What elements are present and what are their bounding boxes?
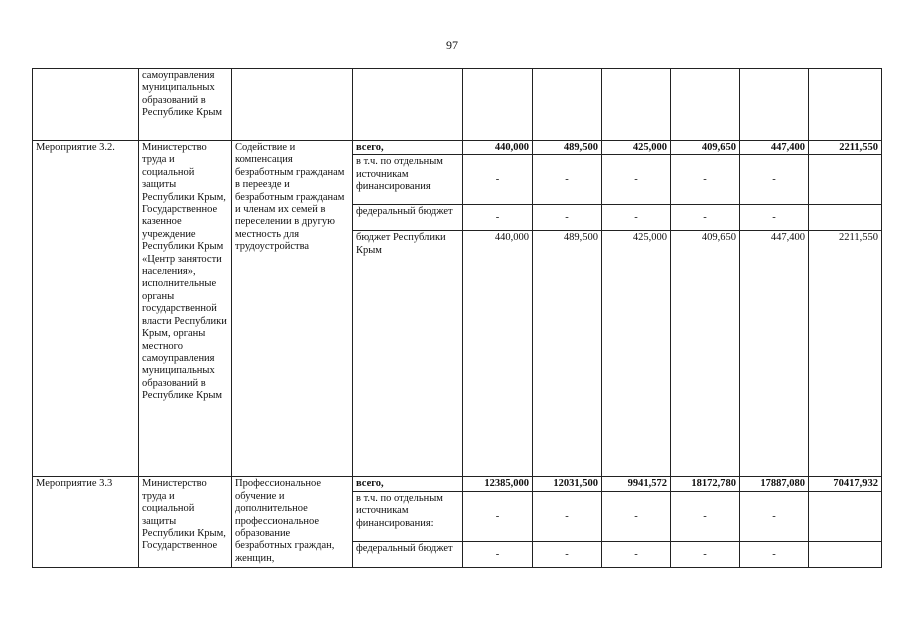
value-cell: - <box>602 541 671 567</box>
value-cell: - <box>463 155 533 205</box>
value-cell: - <box>740 155 809 205</box>
value-cell <box>809 541 882 567</box>
value-cell: 447,400 <box>740 141 809 155</box>
value-cell: 489,500 <box>533 141 602 155</box>
value-cell: 447,400 <box>740 231 809 477</box>
table-row <box>33 477 882 491</box>
executor-cell: самоуправления муниципальных образований в Республике Крым <box>139 69 232 141</box>
source-cell: всего, <box>353 141 463 155</box>
value-cell: - <box>533 155 602 205</box>
value-cell: - <box>463 541 533 567</box>
value-cell: 489,500 <box>533 231 602 477</box>
value-cell: 2211,550 <box>809 141 882 155</box>
page-number: 97 <box>446 38 458 52</box>
value-cell: 425,000 <box>602 141 671 155</box>
value-cell: 2211,550 <box>809 231 882 477</box>
description-cell <box>232 69 353 141</box>
source-cell: бюджет Республики Крым <box>353 231 463 477</box>
value-cell: - <box>671 205 740 231</box>
value-cell: 12031,500 <box>533 477 602 491</box>
event-cell: Мероприятие 3.2. <box>33 141 139 477</box>
value-cell: - <box>533 491 602 541</box>
value-cell: 12385,000 <box>463 477 533 491</box>
description-cell: Содействие и компенсация безработным гражданам в переезде и безработным гражданам и членам их семей в переселении в другую местность для трудоустройства <box>232 141 353 477</box>
value-cell: - <box>602 491 671 541</box>
value-cell: 440,000 <box>463 141 533 155</box>
event-cell: Мероприятие 3.3 <box>33 477 139 567</box>
value-cell: - <box>533 541 602 567</box>
table-row <box>33 69 882 141</box>
source-cell: в т.ч. по отдельным источникам финансирования <box>353 155 463 205</box>
executor-cell: Министерство труда и социальной защиты Республики Крым, Государственное казенное учреждение Республики Крым «Центр занятости населения», исполнительные органы государственной власти Республики Крым, органы местного самоуправления муниципальных образований в Республике Крым <box>139 141 232 477</box>
financing-table <box>32 68 882 568</box>
table-row <box>33 141 882 155</box>
value-cell <box>809 491 882 541</box>
event-cell <box>33 69 139 141</box>
source-cell: в т.ч. по отдельным источникам финансирования: <box>353 491 463 541</box>
value-cell: 70417,932 <box>809 477 882 491</box>
value-cell: 18172,780 <box>671 477 740 491</box>
value-cell: 440,000 <box>463 231 533 477</box>
source-cell: федеральный бюджет <box>353 541 463 567</box>
value-cell: - <box>740 205 809 231</box>
executor-cell: Министерство труда и социальной защиты Республики Крым, Государственное <box>139 477 232 567</box>
value-cell: - <box>740 491 809 541</box>
value-cell: 9941,572 <box>602 477 671 491</box>
value-cell: - <box>533 205 602 231</box>
source-cell <box>353 69 463 141</box>
value-cell: 409,650 <box>671 141 740 155</box>
description-cell: Профессиональное обучение и дополнительное профессиональное образование безработных граждан, женщин, <box>232 477 353 567</box>
value-cell: 425,000 <box>602 231 671 477</box>
value-cell: 17887,080 <box>740 477 809 491</box>
value-cell: 409,650 <box>671 231 740 477</box>
value-cell: - <box>671 491 740 541</box>
value-cell: - <box>671 541 740 567</box>
value-cell: - <box>740 541 809 567</box>
value-cell: - <box>602 205 671 231</box>
value-cell <box>809 205 882 231</box>
source-cell: всего, <box>353 477 463 491</box>
source-cell: федеральный бюджет <box>353 205 463 231</box>
value-cell <box>809 155 882 205</box>
value-cell: - <box>463 205 533 231</box>
value-cell: - <box>463 491 533 541</box>
value-cell: - <box>602 155 671 205</box>
value-cell: - <box>671 155 740 205</box>
